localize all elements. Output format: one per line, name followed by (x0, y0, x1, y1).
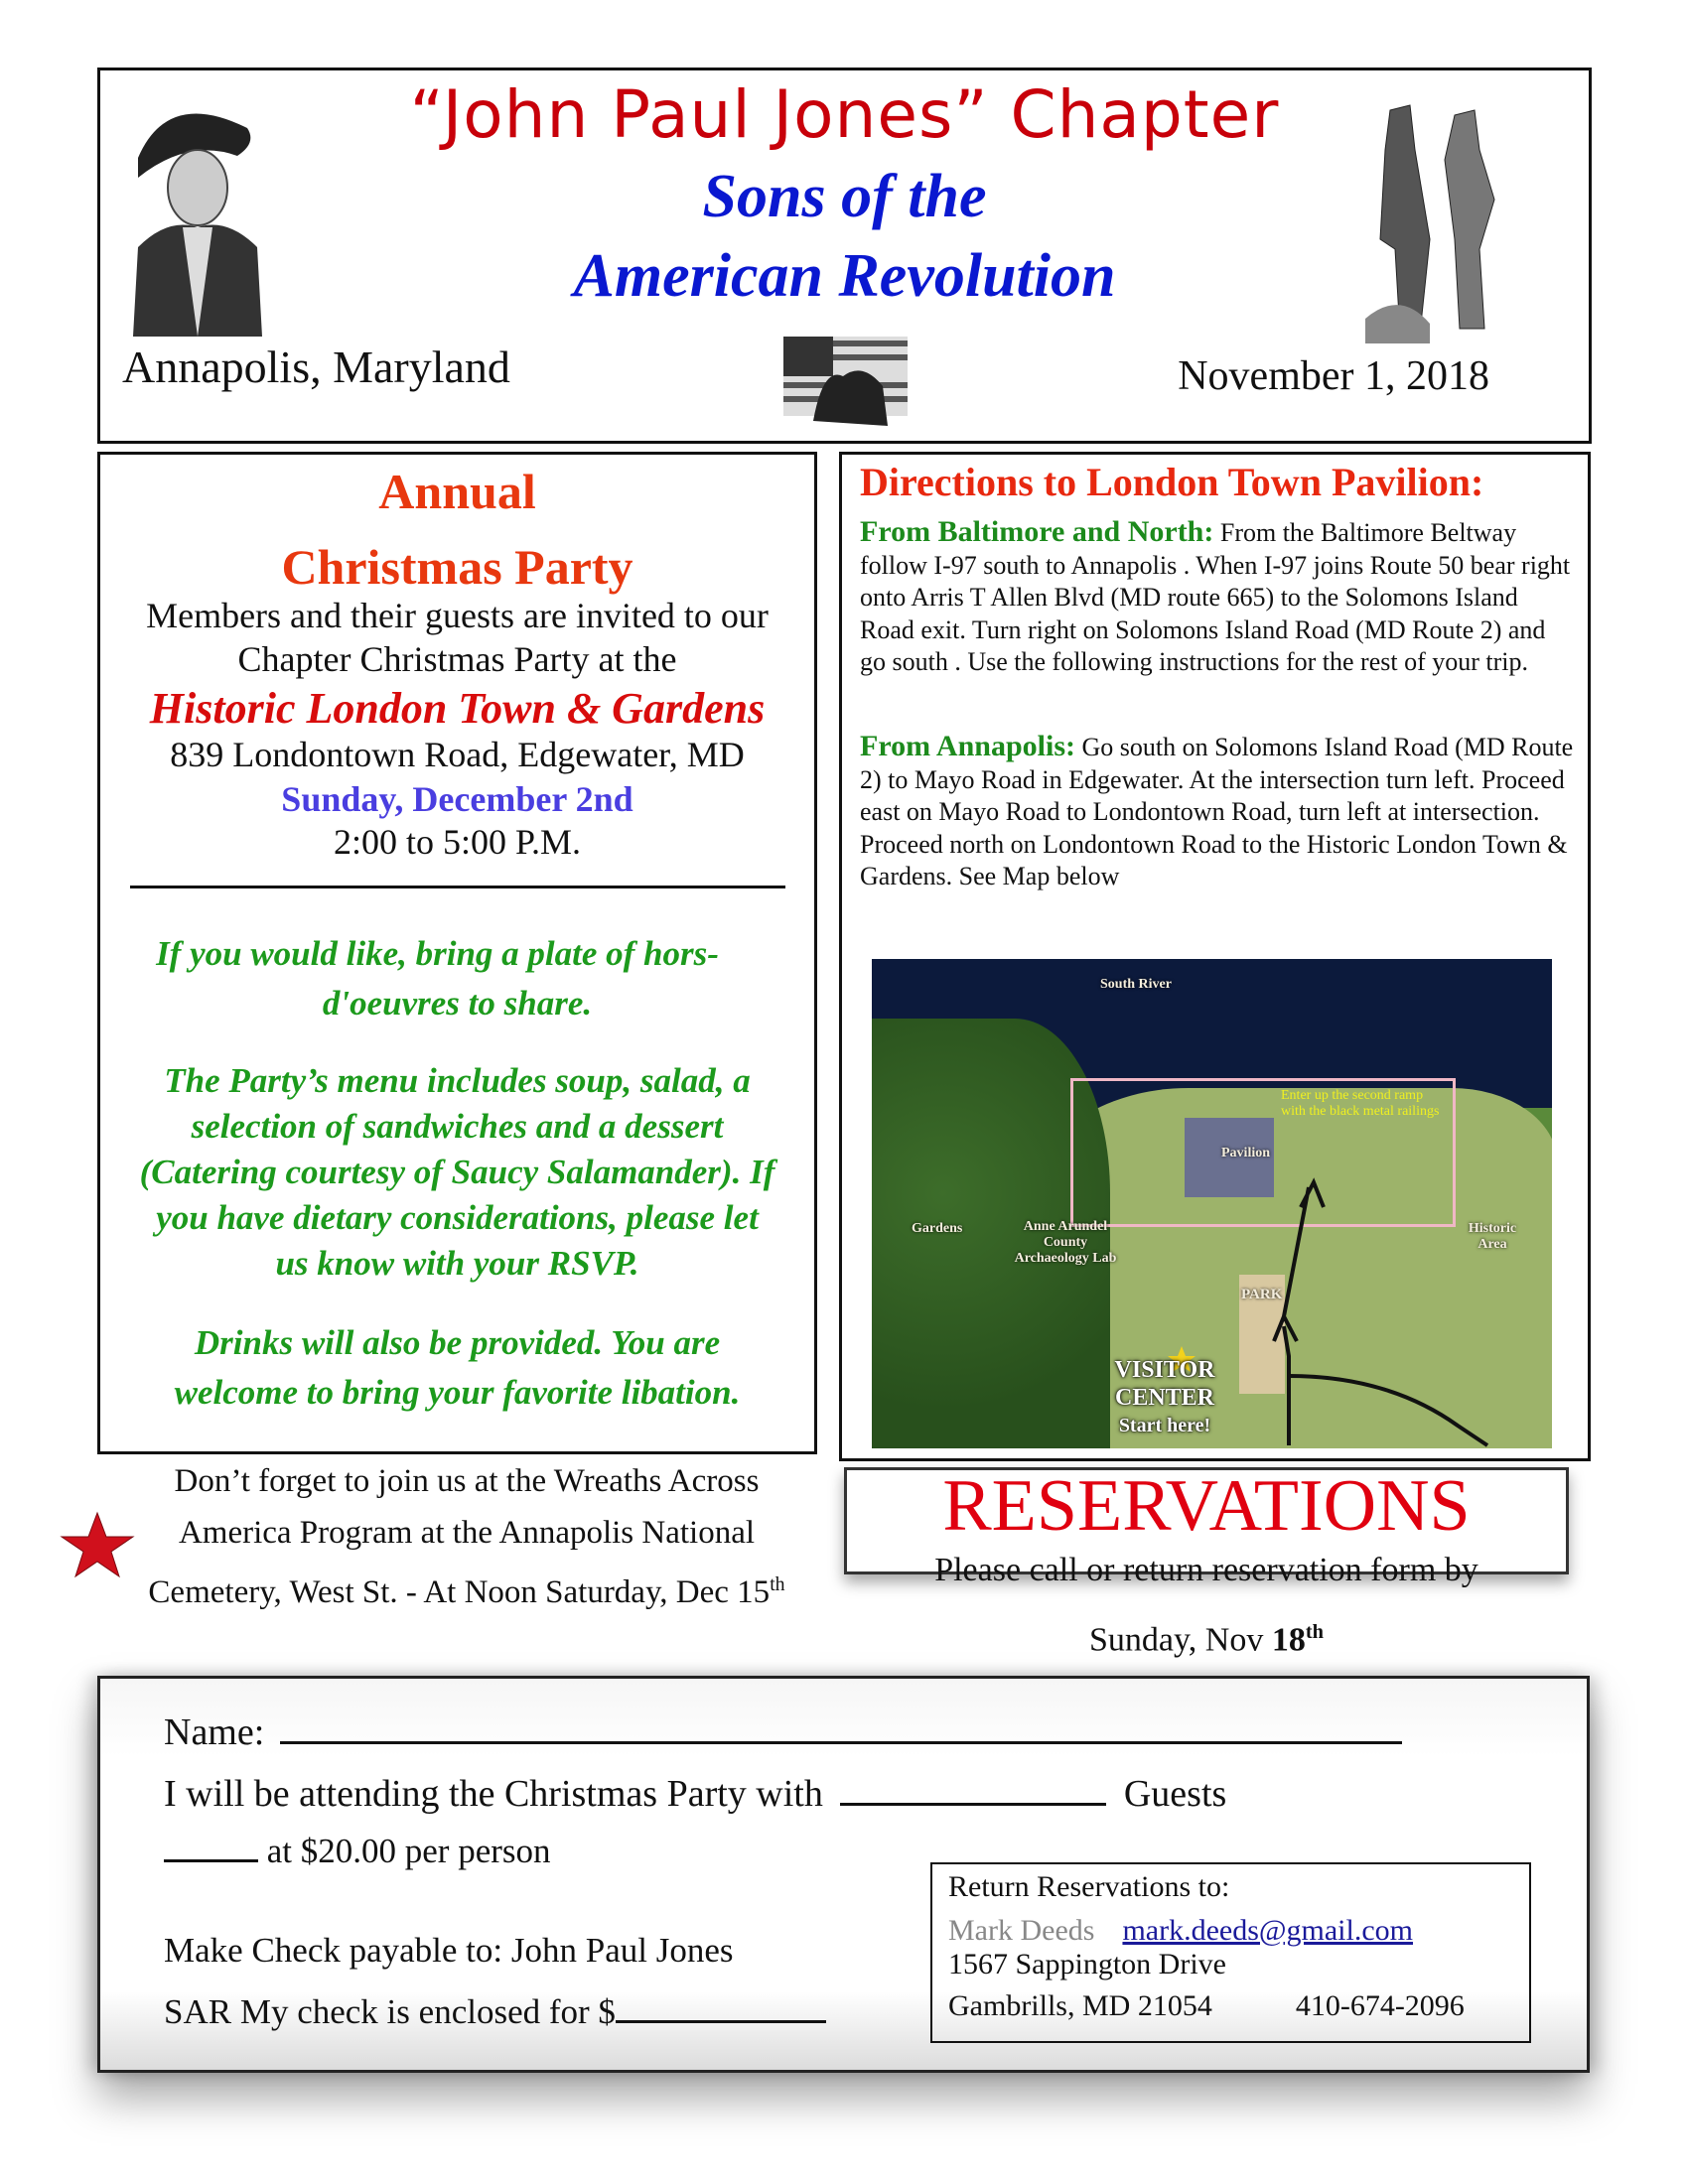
venue-address: 839 Londontown Road, Edgewater, MD (170, 735, 745, 774)
map-label-river: South River (1100, 977, 1172, 992)
reservations-instruction: Please call or return reservation form by (934, 1552, 1478, 1588)
menu-note-line3: (Catering courtesy of Saucy Salamander). If (139, 1153, 775, 1191)
map-label-pavilion: Pavilion (1221, 1146, 1271, 1160)
name-input-line[interactable] (280, 1711, 1402, 1744)
reservations-heading: RESERVATIONS (942, 1465, 1471, 1547)
directions-from-baltimore: From Baltimore and North: From the Baltimore Beltway follow I-97 south to Annapolis . When I-97 joins Route 50 bear right onto Arris T Allen Blvd (MD route 665) to the Solomons Island Road exit. Turn right on Solomons Island Road (MD Route 2) and go south . Use the following instructions for the rest of your trip. (860, 515, 1571, 676)
drinks-note-line2: welcome to bring your favorite libation. (174, 1373, 741, 1412)
attending-label: I will be attending the Christmas Party with (164, 1773, 823, 1815)
plate-note-line2: d'oeuvres to share. (322, 984, 593, 1023)
party-time: 2:00 to 5:00 P.M. (333, 822, 582, 862)
contact-email-link[interactable]: mark.deeds@gmail.com (1122, 1914, 1413, 1947)
party-heading-line2: Christmas Party (281, 539, 633, 595)
contact-city-phone: Gambrills, MD 21054 410-674-2096 (948, 1989, 1465, 2022)
contact-name: Mark Deeds (948, 1914, 1095, 1947)
check-amount-row (164, 1992, 826, 2032)
return-address-box (930, 1862, 1531, 2043)
payable-label: Make Check payable to: John Paul Jones (164, 1931, 734, 1970)
wreaths-across-america-note: Don’t forget to join us at the Wreaths Across America Program at the Annapolis National Cemetery, West St. - At Noon Saturday, Dec 15th (148, 1463, 785, 1610)
directions-heading: Directions to London Town Pavilion: (860, 460, 1484, 504)
return-heading: Return Reservations to: (948, 1870, 1230, 1903)
chapter-location: Annapolis, Maryland (122, 341, 510, 392)
menu-note-line1: The Party’s menu includes soup, salad, a (164, 1061, 751, 1100)
map-label-visitor-center: VISITOR CENTER Start here! (1114, 1357, 1215, 1436)
drinks-note-line1: Drinks will also be provided. You are (194, 1323, 721, 1362)
directions-from-annapolis: From Annapolis: Go south on Solomons Island Road (MD Route 2) to Mayo Road in Edgewater. At the intersection turn left. Proceed east on Mayo Road to Londontown Road, turn left at intersection. Proceed north on Londontown Road to the Historic London Town & Gardens. See Map below (860, 730, 1574, 890)
map-label-park: PARK (1241, 1287, 1283, 1302)
divider (130, 886, 785, 888)
contact-street: 1567 Sappington Drive (948, 1948, 1226, 1980)
price-label: at $20.00 per person (266, 1832, 551, 1870)
reservation-form (97, 1676, 1590, 2073)
menu-note-line2: selection of sandwiches and a dessert (191, 1107, 724, 1146)
map-label-historic: Historic Area (1468, 1221, 1517, 1252)
directions-section (839, 452, 1591, 1461)
contact-phone: 410-674-2096 (1295, 1989, 1465, 2022)
plate-note-line1: If you would like, bring a plate of hors- (156, 934, 719, 973)
amount-input-line[interactable] (616, 1992, 826, 2023)
name-label: Name: (164, 1711, 265, 1753)
map-label-gardens: Gardens (912, 1221, 963, 1236)
invite-line1: Members and their guests are invited to our (146, 596, 769, 635)
party-date: Sunday, December 2nd (281, 779, 633, 819)
from-annapolis-label: From Annapolis: (860, 730, 1075, 762)
guests-input-line[interactable] (840, 1773, 1106, 1806)
newsletter-date: November 1, 2018 (1178, 353, 1489, 399)
subtitle-line1: Sons of the (702, 163, 987, 230)
menu-note-line5: us know with your RSVP. (275, 1244, 639, 1283)
chapter-title: “John Paul Jones” Chapter (409, 76, 1280, 153)
menu-note-line4: you have dietary considerations, please let (156, 1198, 759, 1237)
from-baltimore-label: From Baltimore and North: (860, 515, 1214, 548)
party-heading-line1: Annual (378, 464, 536, 519)
christmas-party-section (97, 452, 817, 1454)
guests-field-row (164, 1772, 1226, 1816)
london-town-map (872, 959, 1552, 1448)
reservations-deadline: Sunday, Nov 18th (1089, 1621, 1324, 1659)
newsletter-header (97, 68, 1592, 444)
price-row (164, 1832, 551, 1871)
subtitle-line2: American Revolution (573, 242, 1116, 310)
guests-label: Guests (1123, 1773, 1227, 1815)
invite-line2: Chapter Christmas Party at the (237, 639, 677, 679)
count-input-line[interactable] (164, 1832, 258, 1862)
flag-engraving-image (774, 327, 917, 431)
enclosed-label: SAR My check is enclosed for $ (164, 1992, 616, 2031)
name-field-row (164, 1710, 1402, 1754)
map-entry-note: Enter up the second ramp with the black metal railings (1281, 1088, 1440, 1119)
map-label-lab: Anne Arundel County Archaeology Lab (1014, 1219, 1117, 1266)
venue-name: Historic London Town & Gardens (149, 684, 766, 733)
soldiers-image (1360, 90, 1519, 348)
